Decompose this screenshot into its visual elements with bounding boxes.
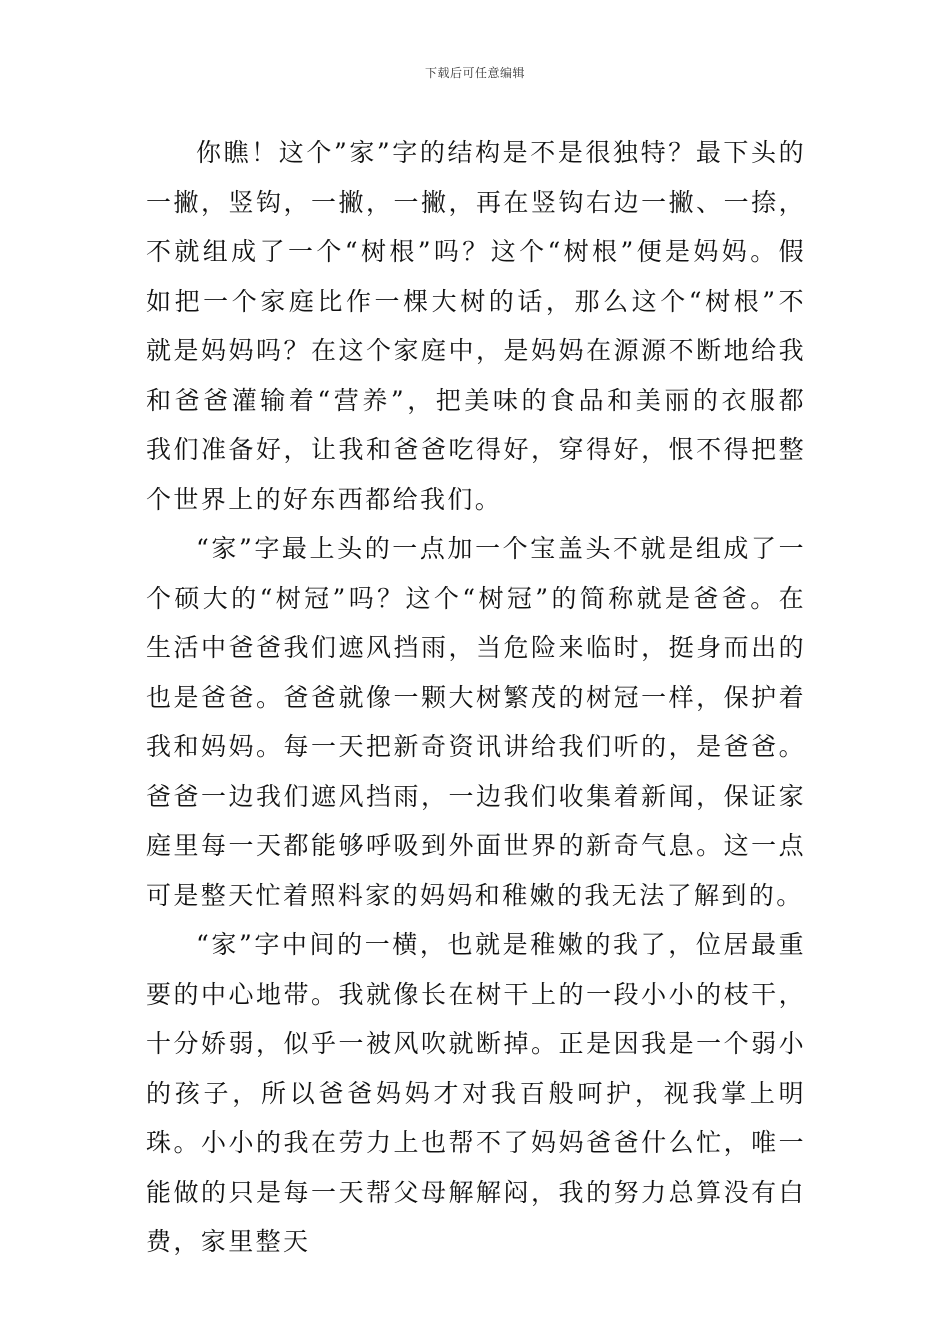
- paragraph-2: “家”字最上头的一点加一个宝盖头不就是组成了一个硕大的“树冠”吗？这个“树冠”的简称就是爸爸。在生活中爸爸我们遮风挡雨，当危险来临时，挺身而出的也是爸爸。爸爸就像一颗大树繁茂的树冠一样，保护着我和妈妈。每一天把新奇资讯讲给我们听的，是爸爸。爸爸一边我们遮风挡雨，一边我们收集着新闻，保证家庭里每一天都能够呼吸到外面世界的新奇气息。这一点可是整天忙着照料家的妈妈和稚嫩的我无法了解到的。: [146, 534, 806, 910]
- document-body: [146, 128, 806, 1267]
- paragraph-1: 你瞧！这个”家”字的结构是不是很独特？最下头的一撇，竖钩，一撇，一撇，再在竖钩右边一撇、一捺，不就组成了一个“树根”吗？这个“树根”便是妈妈。假如把一个家庭比作一棵大树的话，那么这个“树根”不就是妈妈吗？在这个家庭中，是妈妈在源源不断地给我和爸爸灌输着“营养”，把美味的食品和美丽的衣服都我们准备好，让我和爸爸吃得好，穿得好，恨不得把整个世界上的好东西都给我们。: [146, 138, 806, 514]
- header-note: 下载后可任意编辑: [424, 66, 525, 80]
- paragraph-3: “家”字中间的一横，也就是稚嫩的我了，位居最重要的中心地带。我就像长在树干上的一段小小的枝干，十分娇弱，似乎一被风吹就断掉。正是因我是一个弱小的孩子，所以爸爸妈妈才对我百般呵护，视我掌上明珠。小小的我在劳力上也帮不了妈妈爸爸什么忙，唯一能做的只是每一天帮父母解解闷，我的努力总算没有白费，家里整天: [146, 930, 806, 1256]
